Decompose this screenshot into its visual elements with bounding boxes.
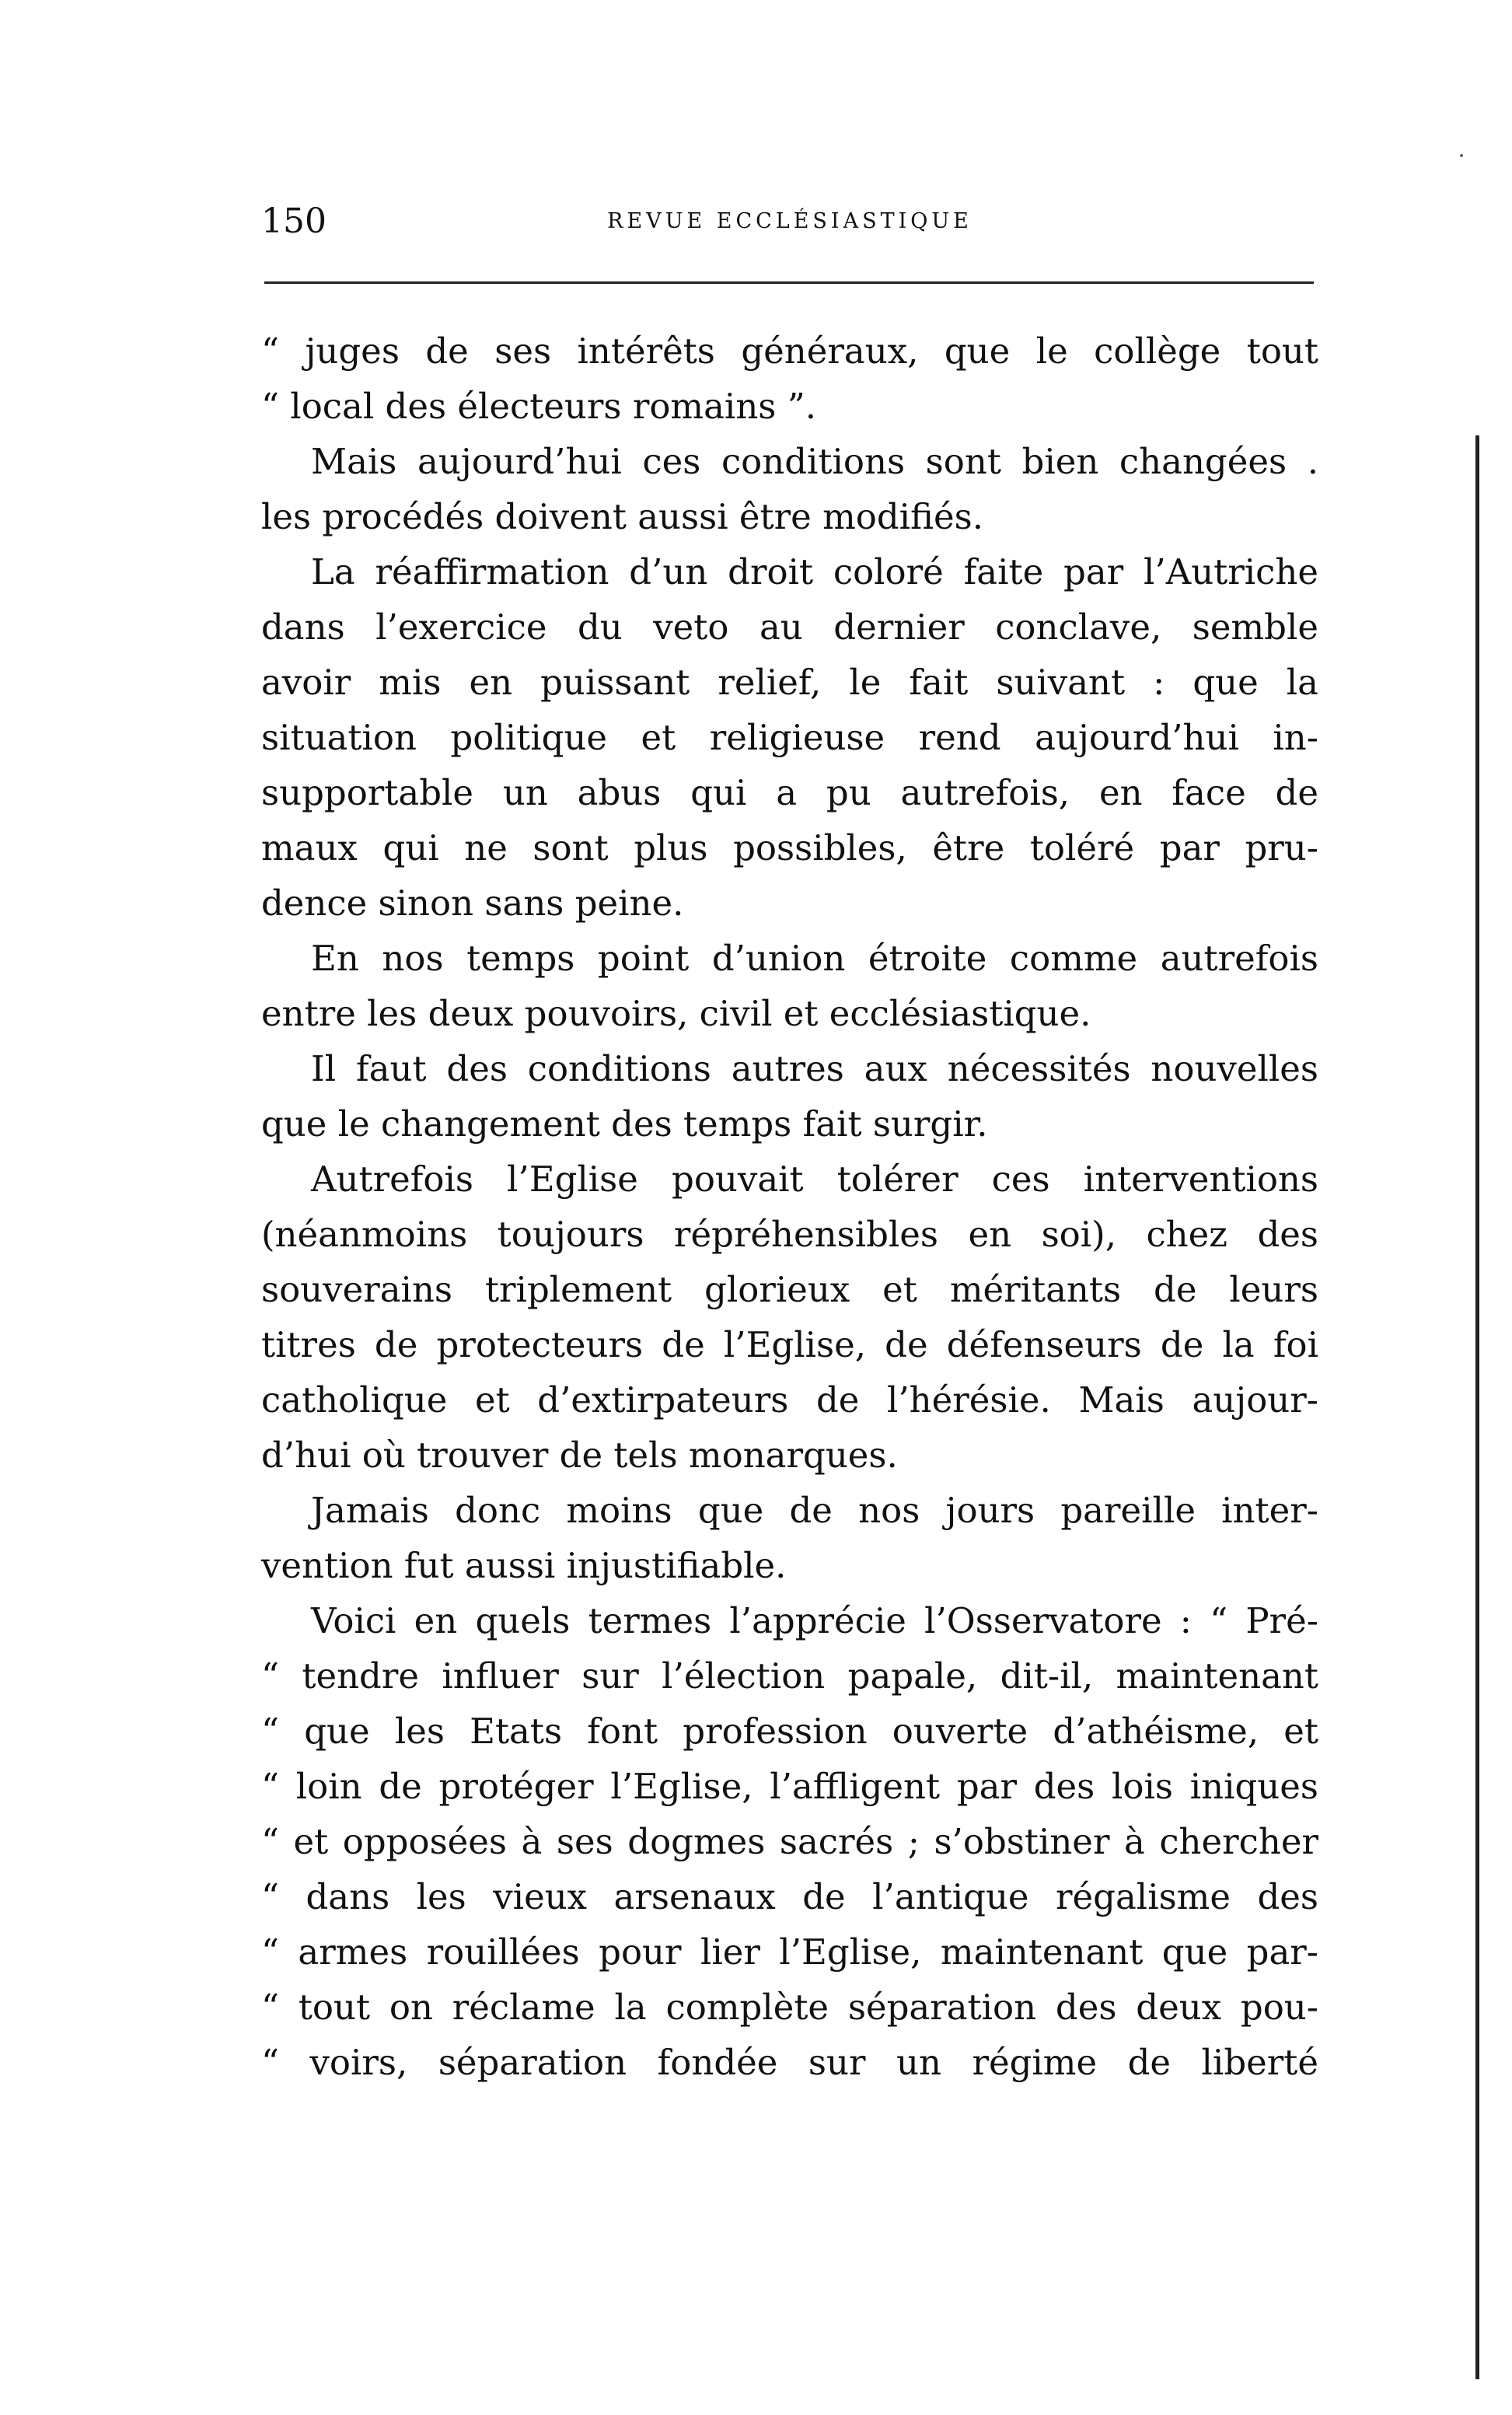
text-line: Mais aujourd’hui ces conditions sont bien changées . [311,441,1318,482]
text-line: situation politique et religieuse rend aujourd’hui in- [261,717,1318,758]
text-line: “ tendre influer sur l’élection papale, dit-il, maintenant [261,1655,1318,1697]
text-line: “ voirs, séparation fondée sur un régime de liberté [261,2042,1318,2083]
text-line: supportable un abus qui a pu autrefois, en face de [261,772,1318,813]
text-line: vention fut aussi injustifiable. [261,1545,787,1586]
text-line: titres de protecteurs de l’Eglise, de défenseurs de la foi [261,1324,1318,1365]
text-line: entre les deux pouvoirs, civil et ecclésiastique. [261,993,1091,1034]
body-text [261,323,1318,2090]
text-line: “ dans les vieux arsenaux de l’antique régalisme des [261,1876,1318,1917]
page-number: 150 [261,201,326,241]
text-line: dence sinon sans peine. [261,882,684,924]
text-line: La réaffirmation d’un droit coloré faite par l’Autriche [311,551,1318,592]
text-line: “ tout on réclame la complète séparation des deux pou- [261,1987,1318,2028]
text-line: catholique et d’extirpateurs de l’hérésie. Mais aujour- [261,1379,1318,1421]
paragraph-7 [261,1483,1318,1593]
binding-edge-line [1475,435,1479,2379]
text-line: “ juges de ses intérêts généraux, que le collège tout [261,330,1318,372]
scan-speck [1460,154,1463,157]
text-line: (néanmoins toujours répréhensibles en soi), chez des [261,1214,1318,1255]
text-line: souverains triplement glorieux et méritants de leurs [261,1269,1318,1310]
paragraph-1 [261,323,1318,434]
text-line: “ et opposées à ses dogmes sacrés ; s’obstiner à chercher [261,1821,1318,1862]
header-rule [264,281,1314,284]
paragraph-3 [261,544,1318,931]
text-line: Il faut des conditions autres aux nécessités nouvelles [311,1048,1318,1089]
text-line: Jamais donc moins que de nos jours pareille inter- [311,1490,1318,1531]
text-line: avoir mis en puissant relief, le fait suivant : que la [261,662,1318,703]
text-line: maux qui ne sont plus possibles, être toléré par pru- [261,827,1318,868]
text-line: les procédés doivent aussi être modifiés. [261,496,984,537]
text-line: “ loin de protéger l’Eglise, l’affligent par des lois iniques [261,1766,1318,1807]
text-line: En nos temps point d’union étroite comme autrefois [311,938,1318,979]
text-line: “ local des électeurs romains ”. [261,386,817,427]
paragraph-8 [261,1593,1318,2090]
paragraph-5 [261,1041,1318,1152]
running-title: REVUE ECCLÉSIASTIQUE [607,209,972,233]
text-line: d’hui où trouver de tels monarques. [261,1435,898,1476]
text-line: Autrefois l’Eglise pouvait tolérer ces interventions [311,1159,1318,1200]
text-line: Voici en quels termes l’apprécie l’Osservatore : “ Pré- [311,1600,1318,1641]
text-line: “ armes rouillées pour lier l’Eglise, maintenant que par- [261,1931,1318,1973]
paragraph-6 [261,1152,1318,1483]
text-line: que le changement des temps fait surgir. [261,1103,988,1145]
text-line: dans l’exercice du veto au dernier conclave, semble [261,606,1318,648]
paragraph-4 [261,931,1318,1041]
paragraph-2 [261,434,1318,544]
page-header [261,194,1318,249]
text-line: “ que les Etats font profession ouverte d’athéisme, et [261,1711,1318,1752]
